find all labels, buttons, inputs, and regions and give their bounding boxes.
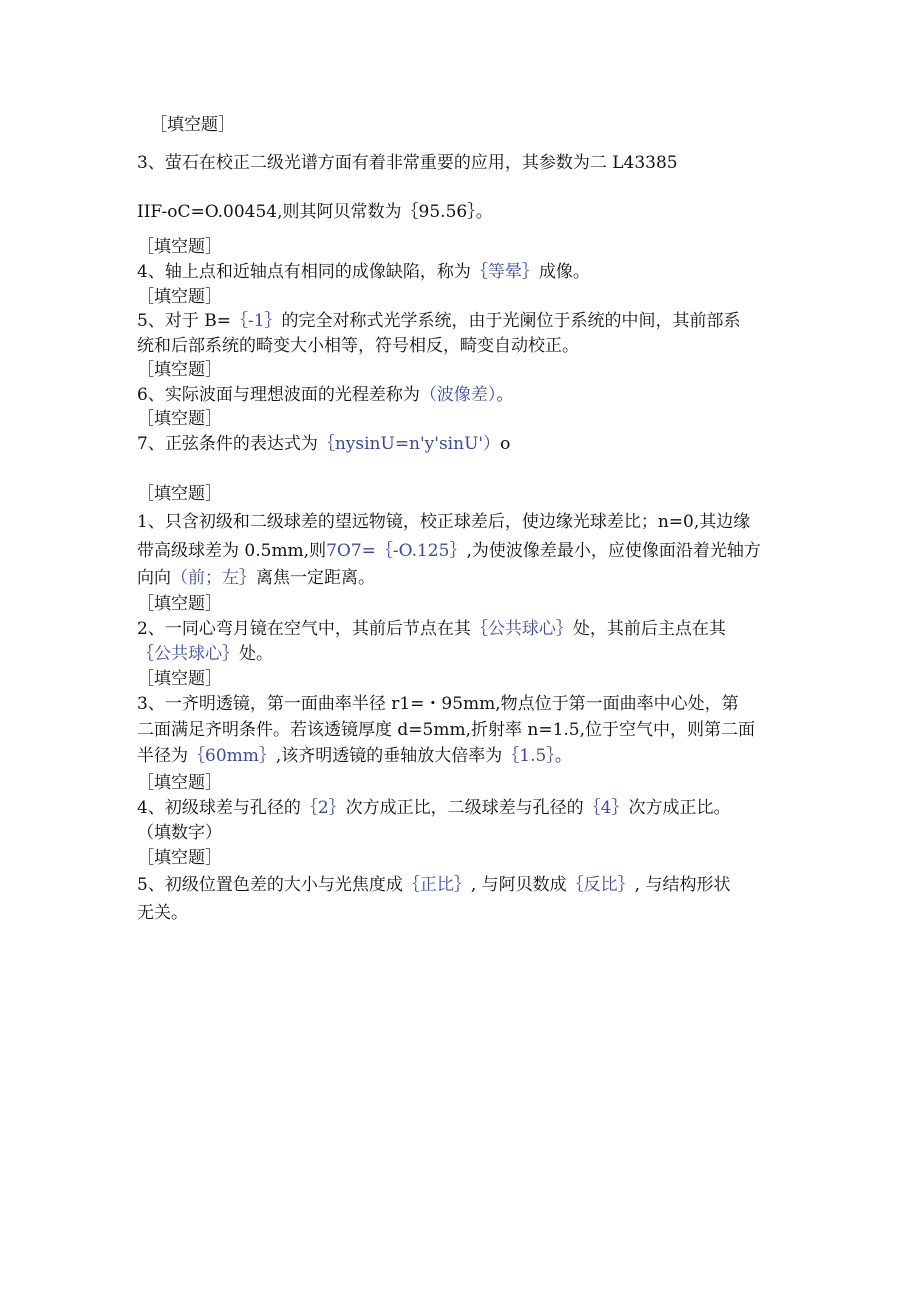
question-5-line-1 [137,874,730,896]
question-text: 5、初级位置色差的大小与光焦度成 [137,875,403,895]
question-1-line-1: 1、只含初级和二级球差的望远物镜，校正球差后，使边缘光球差比；n=0,其边缘 [137,512,751,532]
question-4-line-2: （填数字） [137,823,222,843]
question-1-line-3 [137,567,375,589]
answer-text: ｛2｝ [300,798,346,818]
question-text: 。 [496,385,514,405]
question-text: IIF-oC=O.00454,则其阿贝常数为 [137,202,402,222]
answer-text: （前；左｝ [171,568,256,588]
answer-text: （波像差） [419,385,497,405]
question-text: 6、实际波面与理想波面的光程差称为 [137,385,420,405]
question-type-tag: ［填空题］ [137,594,222,614]
question-2-line-2 [137,643,273,665]
answer-text: ｛等晕｝ [470,262,539,282]
question-text: 。 [475,202,493,222]
question-2-line-1 [137,618,726,640]
question-type-tag: ［填空题］ [137,484,222,504]
question-text: 成像。 [538,262,590,282]
question-text: 7、正弦条件的表达式为 [137,434,318,454]
answer-text: ｛nysinU=n'y'sinU'） [317,434,501,454]
question-4-line-1 [137,797,730,819]
question-type-tag: ［填空题］ [150,115,235,135]
question-5-line-2: 统和后部系统的畸变大小相等，符号相反，畸变自动校正。 [137,336,579,356]
answer-text: ｛公共球心｝ [470,619,573,639]
question-3-line-2 [137,201,493,223]
answer-text: ｛反比｝ [566,875,635,895]
question-text: , 与结构形状 [634,875,731,895]
question-text: 处，其前后主点在其 [572,619,726,639]
question-3-line-1: 3、一齐明透镜，第一面曲率半径 r1=・95mm,物点位于第一面曲率中心处，第 [137,694,739,714]
answer-text: 7O7=｛-O.125｝ [326,541,467,561]
question-type-tag: ［填空题］ [137,237,222,257]
question-type-tag: ［填空题］ [137,360,222,380]
question-text: 的完全对称式光学系统，由于光阑位于系统的中间，其前部系 [281,311,741,331]
question-text: 离焦一定距离。 [256,568,375,588]
question-text: 向向 [137,568,171,588]
question-text: 次方成正比。 [628,798,731,818]
answer-text: ｛95.56｝ [401,202,476,222]
answer-text: ｛4｝ [583,798,629,818]
question-text: 半径为 [137,746,188,766]
answer-text: ｛-1｝ [230,311,282,331]
question-5-line-1 [137,310,741,332]
question-text: o [500,434,511,454]
question-text: 。 [554,746,572,766]
question-type-tag: ［填空题］ [137,409,222,429]
question-text: 4、轴上点和近轴点有相同的成像缺陷，称为 [137,262,471,282]
question-3-line-3 [137,745,572,767]
question-text: 处。 [239,644,273,664]
question-7 [137,433,510,455]
question-text: ,为使波像差最小，应使像面沿着光轴方 [466,541,761,561]
question-6 [137,384,513,406]
question-type-tag: ［填空题］ [137,287,222,307]
question-3-line-2: 二面满足齐明条件。若该透镜厚度 d=5mm,折射率 n=1.5,位于空气中，则第二面 [137,720,756,740]
question-3-line-1: 3、萤石在校正二级光谱方面有着非常重要的应用，其参数为二 L43385 [137,153,678,173]
question-type-tag: ［填空题］ [137,773,222,793]
question-text: 次方成正比，二级球差与孔径的 [345,798,584,818]
answer-text: ｛1.5｝ [502,746,555,766]
question-text: , 与阿贝数成 [470,875,567,895]
question-text: ,该齐明透镜的垂轴放大倍率为 [275,746,503,766]
question-text: 带高级球差为 0.5mm,则 [137,541,327,561]
question-type-tag: ［填空题］ [137,848,222,868]
answer-text: ｛正比｝ [402,875,471,895]
question-5-line-2: 无关。 [137,903,188,923]
question-type-tag: ［填空题］ [137,669,222,689]
answer-text: ｛60mm｝ [188,746,276,766]
question-text: 2、一同心弯月镜在空气中，其前后节点在其 [137,619,471,639]
answer-text: ｛公共球心｝ [137,644,239,664]
question-4 [137,261,590,283]
question-1-line-2 [137,540,761,562]
question-text: 5、对于 B= [137,311,231,331]
question-text: 4、初级球差与孔径的 [137,798,301,818]
